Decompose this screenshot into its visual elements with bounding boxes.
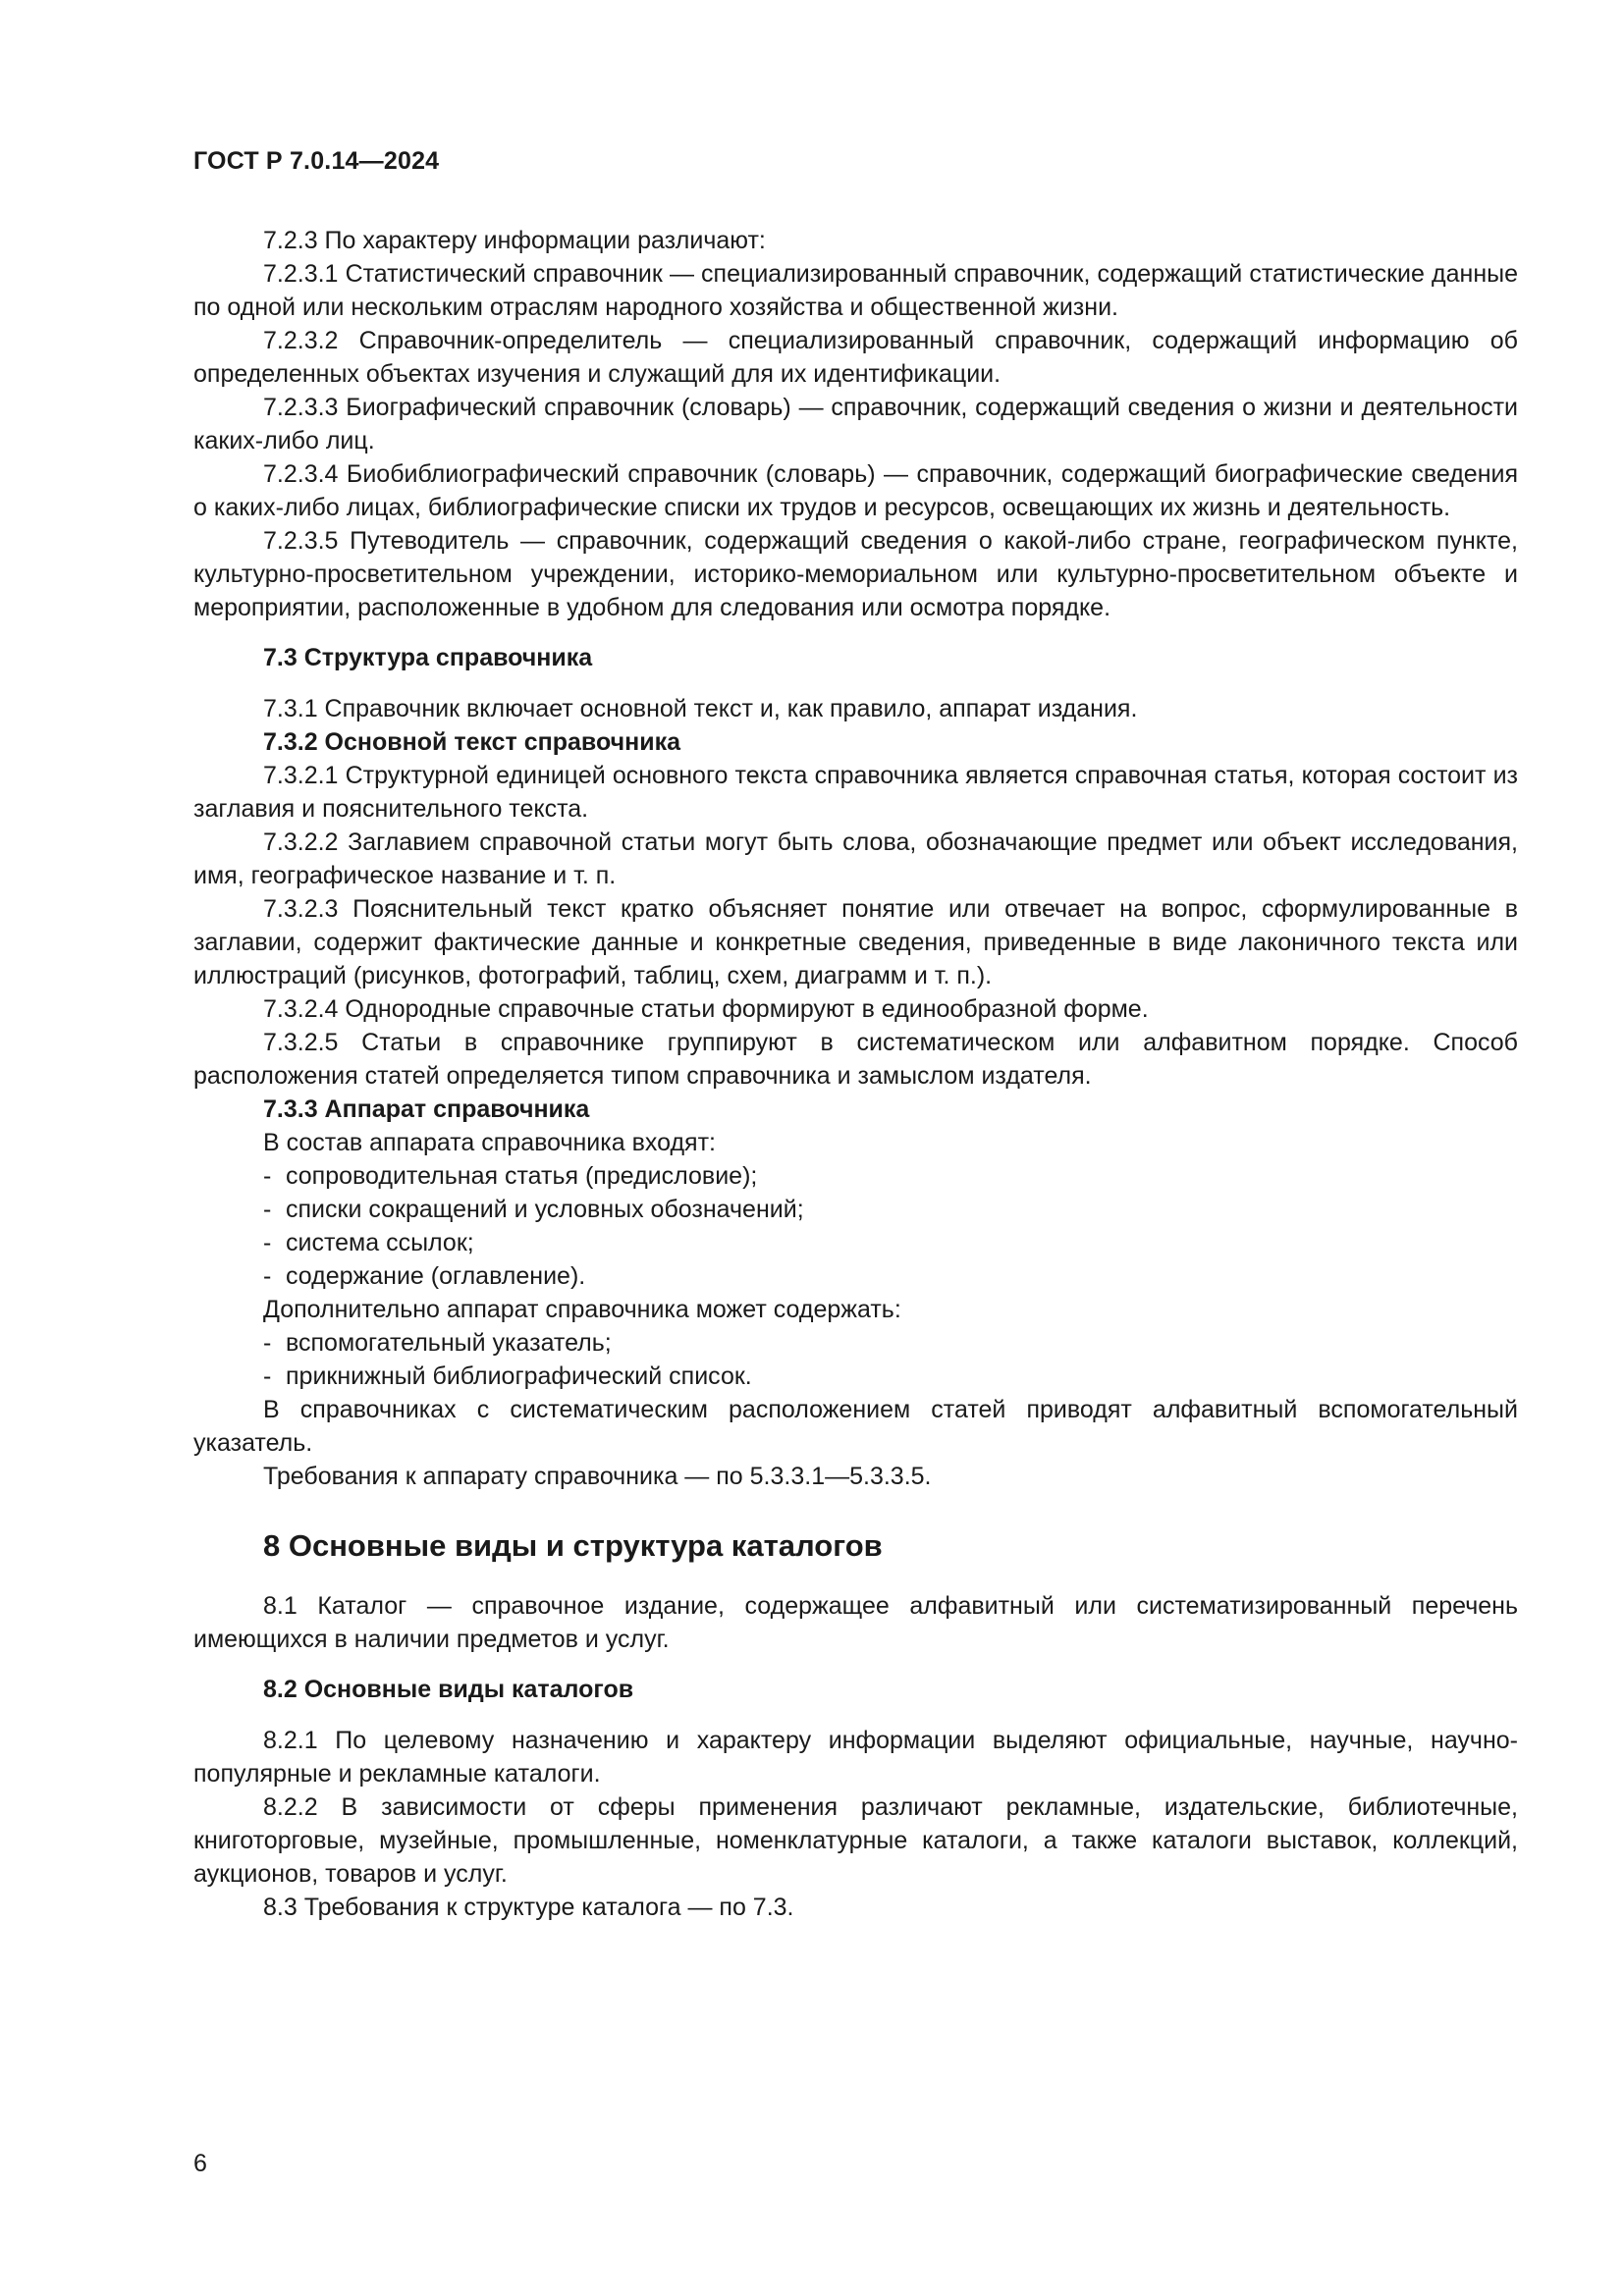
list-item — [193, 1193, 1518, 1226]
list-dash: - — [263, 1362, 272, 1390]
section-8-title: 8 Основные виды и структура каталогов — [263, 1528, 883, 1563]
document-header: ГОСТ Р 7.0.14—2024 — [193, 147, 440, 175]
paragraph-8-3: 8.3 Требования к структуре каталога — по 7.3. — [263, 1894, 794, 1921]
list-dash: - — [263, 1262, 272, 1290]
paragraph-7-3-1: 7.3.1 Справочник включает основной текст и, как правило, аппарат издания. — [263, 695, 1138, 722]
paragraph-7-3-2-4: 7.3.2.4 Однородные справочные статьи формируют в единообразной форме. — [263, 995, 1149, 1023]
page-number: 6 — [193, 2150, 207, 2177]
list-dash: - — [263, 1329, 272, 1357]
list-item — [193, 1259, 1518, 1293]
paragraph-7-2-3-1: 7.2.3.1 Статистический справочник — специализированный справочник, содержащий статистические данные по одной или нескольким отраслям народного хозяйства и общественной жизни. — [193, 260, 1518, 321]
list-item — [193, 1226, 1518, 1259]
list-item-text: списки сокращений и условных обозначений; — [286, 1196, 804, 1223]
list-item — [193, 1360, 1518, 1393]
list-item-text: содержание (оглавление). — [286, 1262, 586, 1290]
paragraph-7-2-3-5: 7.2.3.5 Путеводитель — справочник, содержащий сведения о какой-либо стране, географическом пункте, культурно-просветительном учреждении, историко-мемориальном или культурно-просветительном объекте и мероприятии, расположенные в удобном для следования или осмотра порядке. — [193, 527, 1518, 621]
paragraph-7-3-2-2: 7.3.2.2 Заглавием справочной статьи могут быть слова, обозначающие предмет или объект исследования, имя, географическое название и т. п. — [193, 828, 1518, 889]
list-dash: - — [263, 1229, 272, 1256]
list-item-text: сопроводительная статья (предисловие); — [286, 1162, 758, 1190]
paragraph-requirements: Требования к аппарату справочника — по 5.3.3.1—5.3.3.5. — [263, 1463, 932, 1490]
heading-7-3-2: 7.3.2 Основной текст справочника — [263, 728, 681, 756]
paragraph-7-3-2-1: 7.3.2.1 Структурной единицей основного текста справочника является справочная статья, которая состоит из заглавия и пояснительного текста. — [193, 762, 1518, 823]
paragraph-7-2-3-2: 7.2.3.2 Справочник-определитель — специализированный справочник, содержащий информацию об определенных объектах изучения и служащий для их идентификации. — [193, 327, 1518, 388]
list-item-text: вспомогательный указатель; — [286, 1329, 612, 1357]
list-item — [193, 1326, 1518, 1360]
document-body — [193, 224, 1518, 1924]
list-dash: - — [263, 1196, 272, 1223]
apparatus-optional-intro: Дополнительно аппарат справочника может содержать: — [263, 1296, 901, 1323]
heading-8-2: 8.2 Основные виды каталогов — [263, 1676, 634, 1703]
list-item-text: система ссылок; — [286, 1229, 474, 1256]
paragraph-7-2-3-3: 7.2.3.3 Биографический справочник (словарь) — справочник, содержащий сведения о жизни и деятельности каких-либо лиц. — [193, 394, 1518, 454]
paragraph-index: В справочниках с систематическим расположением статей приводят алфавитный вспомогательный указатель. — [193, 1396, 1518, 1457]
paragraph-8-2-1: 8.2.1 По целевому назначению и характеру информации выделяют официальные, научные, научно-популярные и рекламные каталоги. — [193, 1727, 1518, 1788]
list-item — [193, 1159, 1518, 1193]
heading-7-3-3: 7.3.3 Аппарат справочника — [263, 1095, 590, 1123]
paragraph-7-3-2-5: 7.3.2.5 Статьи в справочнике группируют в систематическом или алфавитном порядке. Способ расположения статей определяется типом справочника и замыслом издателя. — [193, 1029, 1518, 1090]
paragraph-7-2-3: 7.2.3 По характеру информации различают: — [263, 227, 766, 254]
apparatus-intro: В состав аппарата справочника входят: — [263, 1129, 716, 1156]
list-dash: - — [263, 1162, 272, 1190]
paragraph-7-3-2-3: 7.3.2.3 Пояснительный текст кратко объясняет понятие или отвечает на вопрос, сформулированные в заглавии, содержит фактические данные и конкретные сведения, приведенные в виде лаконичного текста или иллюстраций (рисунков, фотографий, таблиц, схем, диаграмм и т. п.). — [193, 895, 1518, 989]
paragraph-7-2-3-4: 7.2.3.4 Биобиблиографический справочник (словарь) — справочник, содержащий биографические сведения о каких-либо лицах, библиографические списки их трудов и ресурсов, освещающих их жизнь и деятельность. — [193, 460, 1518, 521]
list-item-text: прикнижный библиографический список. — [286, 1362, 752, 1390]
heading-7-3: 7.3 Структура справочника — [263, 644, 593, 671]
paragraph-8-2-2: 8.2.2 В зависимости от сферы применения различают рекламные, издательские, библиотечные, книготорговые, музейные, промышленные, номенклатурные каталоги, а также каталоги выставок, коллекций, аукционов, товаров и услуг. — [193, 1793, 1518, 1888]
paragraph-8-1: 8.1 Каталог — справочное издание, содержащее алфавитный или систематизированный перечень имеющихся в наличии предметов и услуг. — [193, 1592, 1518, 1653]
